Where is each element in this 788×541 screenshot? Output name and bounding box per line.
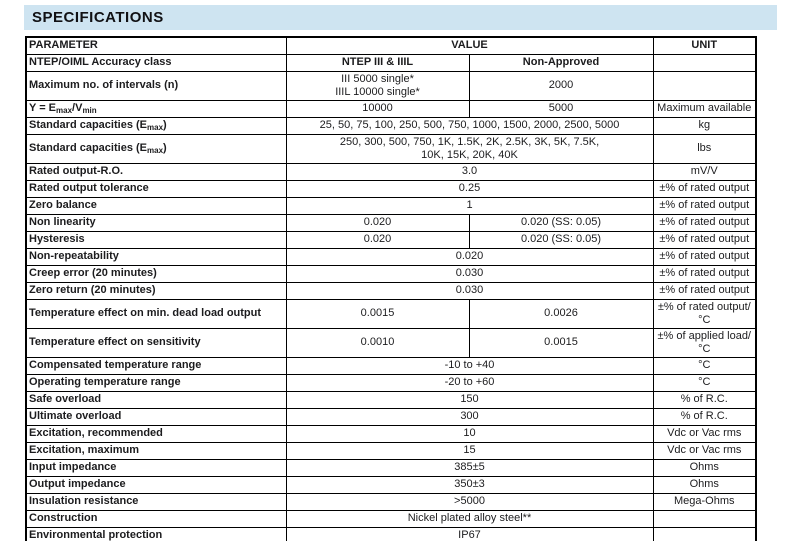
- parameter-cell: Creep error (20 minutes): [26, 265, 286, 282]
- parameter-cell: Excitation, recommended: [26, 425, 286, 442]
- spec-row: [26, 100, 756, 117]
- spec-row: [26, 197, 756, 214]
- unit-cell: ±% of rated output: [653, 197, 756, 214]
- unit-cell: Maximum available: [653, 100, 756, 117]
- parameter-cell: Non linearity: [26, 214, 286, 231]
- spec-row: [26, 54, 756, 71]
- parameter-cell: Zero balance: [26, 197, 286, 214]
- parameter-cell: Temperature effect on sensitivity: [26, 328, 286, 357]
- value-cell: 1: [286, 197, 653, 214]
- unit-cell: Ohms: [653, 459, 756, 476]
- parameter-cell: Standard capacities $(E_{max})$: [26, 134, 286, 163]
- value-cell: 150: [286, 391, 653, 408]
- parameter-cell: Insulation resistance: [26, 493, 286, 510]
- spec-row: [26, 493, 756, 510]
- value-cell: -10 to +40: [286, 357, 653, 374]
- value-ntep-cell: 0.0010: [286, 328, 469, 357]
- value-nonapproved-cell: 2000: [469, 71, 653, 100]
- unit-cell: ±% of rated output/°C: [653, 299, 756, 328]
- spec-row: [26, 214, 756, 231]
- value-nonapproved-cell: 0.0015: [469, 328, 653, 357]
- value-cell: 385±5: [286, 459, 653, 476]
- spec-row: [26, 134, 756, 163]
- spec-row: [26, 442, 756, 459]
- spec-row: [26, 299, 756, 328]
- value-cell: 15: [286, 442, 653, 459]
- spec-row: [26, 374, 756, 391]
- value-ntep-cell: III 5000 single* IIIL 10000 single*: [286, 71, 469, 100]
- unit-cell: % of R.C.: [653, 408, 756, 425]
- specifications-table: [25, 36, 757, 541]
- unit-cell: ±% of rated output: [653, 231, 756, 248]
- parameter-cell: Output impedance: [26, 476, 286, 493]
- value-cell: 0.030: [286, 282, 653, 299]
- value-ntep-cell: 0.020: [286, 231, 469, 248]
- unit-cell: Vdc or Vac rms: [653, 425, 756, 442]
- unit-cell: [653, 54, 756, 71]
- spec-row: [26, 248, 756, 265]
- spec-row: [26, 357, 756, 374]
- parameter-cell: Non-repeatability: [26, 248, 286, 265]
- value-nonapproved-cell: 5000: [469, 100, 653, 117]
- unit-cell: ±% of applied load/°C: [653, 328, 756, 357]
- value-ntep-cell: NTEP III & IIIL: [286, 54, 469, 71]
- value-cell: -20 to +60: [286, 374, 653, 391]
- spec-row: [26, 265, 756, 282]
- value-ntep-cell: 0.0015: [286, 299, 469, 328]
- specifications-title-band: [24, 5, 777, 30]
- value-ntep-cell: 0.020: [286, 214, 469, 231]
- value-nonapproved-cell: Non-Approved: [469, 54, 653, 71]
- unit-cell: °C: [653, 374, 756, 391]
- parameter-cell: Environmental protection: [26, 527, 286, 541]
- spec-row: [26, 527, 756, 541]
- unit-cell: lbs: [653, 134, 756, 163]
- spec-table-body: [26, 54, 756, 541]
- spec-row: [26, 391, 756, 408]
- value-cell: 0.030: [286, 265, 653, 282]
- unit-cell: kg: [653, 117, 756, 134]
- unit-cell: [653, 527, 756, 541]
- spec-row: [26, 231, 756, 248]
- value-cell: 10: [286, 425, 653, 442]
- unit-cell: ±% of rated output: [653, 214, 756, 231]
- table-header-row: [26, 37, 756, 54]
- spec-row: [26, 328, 756, 357]
- value-cell: >5000: [286, 493, 653, 510]
- parameter-cell: NTEP/OIML Accuracy class: [26, 54, 286, 71]
- parameter-cell: Rated output-R.O.: [26, 163, 286, 180]
- column-header-parameter: PARAMETER: [26, 37, 286, 54]
- value-cell: 300: [286, 408, 653, 425]
- value-cell: IP67: [286, 527, 653, 541]
- unit-cell: Vdc or Vac rms: [653, 442, 756, 459]
- value-nonapproved-cell: 0.020 (SS: 0.05): [469, 214, 653, 231]
- unit-cell: ±% of rated output: [653, 265, 756, 282]
- parameter-cell: Rated output tolerance: [26, 180, 286, 197]
- unit-cell: Ohms: [653, 476, 756, 493]
- parameter-cell: Compensated temperature range: [26, 357, 286, 374]
- spec-row: [26, 425, 756, 442]
- parameter-cell: Safe overload: [26, 391, 286, 408]
- spec-row: [26, 282, 756, 299]
- spec-row: [26, 510, 756, 527]
- unit-cell: [653, 510, 756, 527]
- parameter-cell: Construction: [26, 510, 286, 527]
- unit-cell: °C: [653, 357, 756, 374]
- parameter-cell: Operating temperature range: [26, 374, 286, 391]
- spec-row: [26, 117, 756, 134]
- parameter-cell: Standard capacities $(E_{max})$: [26, 117, 286, 134]
- value-ntep-cell: 10000: [286, 100, 469, 117]
- column-header-unit: UNIT: [653, 37, 756, 54]
- value-nonapproved-cell: 0.020 (SS: 0.05): [469, 231, 653, 248]
- parameter-cell: Temperature effect on min. dead load output: [26, 299, 286, 328]
- unit-cell: % of R.C.: [653, 391, 756, 408]
- unit-cell: Mega-Ohms: [653, 493, 756, 510]
- spec-row: [26, 459, 756, 476]
- unit-cell: ±% of rated output: [653, 248, 756, 265]
- spec-row: [26, 180, 756, 197]
- spec-row: [26, 163, 756, 180]
- parameter-cell: Hysteresis: [26, 231, 286, 248]
- value-cell: 3.0: [286, 163, 653, 180]
- parameter-cell: Ultimate overload: [26, 408, 286, 425]
- unit-cell: mV/V: [653, 163, 756, 180]
- page-title: SPECIFICATIONS: [32, 9, 164, 26]
- parameter-cell: Input impedance: [26, 459, 286, 476]
- unit-cell: ±% of rated output: [653, 180, 756, 197]
- value-cell: 250, 300, 500, 750, 1K, 1.5K, 2K, 2.5K, 3K, 5K, 7.5K, 10K, 15K, 20K, 40K: [286, 134, 653, 163]
- value-cell: Nickel plated alloy steel**: [286, 510, 653, 527]
- value-cell: 0.25: [286, 180, 653, 197]
- value-cell: 350±3: [286, 476, 653, 493]
- parameter-cell: Maximum no. of intervals (n): [26, 71, 286, 100]
- unit-cell: [653, 71, 756, 100]
- spec-row: [26, 71, 756, 100]
- spec-row: [26, 476, 756, 493]
- value-cell: 0.020: [286, 248, 653, 265]
- value-nonapproved-cell: 0.0026: [469, 299, 653, 328]
- parameter-cell: Excitation, maximum: [26, 442, 286, 459]
- unit-cell: ±% of rated output: [653, 282, 756, 299]
- value-cell: 25, 50, 75, 100, 250, 500, 750, 1000, 1500, 2000, 2500, 5000: [286, 117, 653, 134]
- column-header-value: VALUE: [286, 37, 653, 54]
- parameter-cell: $Y = E_{max}/V_{min}$: [26, 100, 286, 117]
- parameter-cell: Zero return (20 minutes): [26, 282, 286, 299]
- spec-row: [26, 408, 756, 425]
